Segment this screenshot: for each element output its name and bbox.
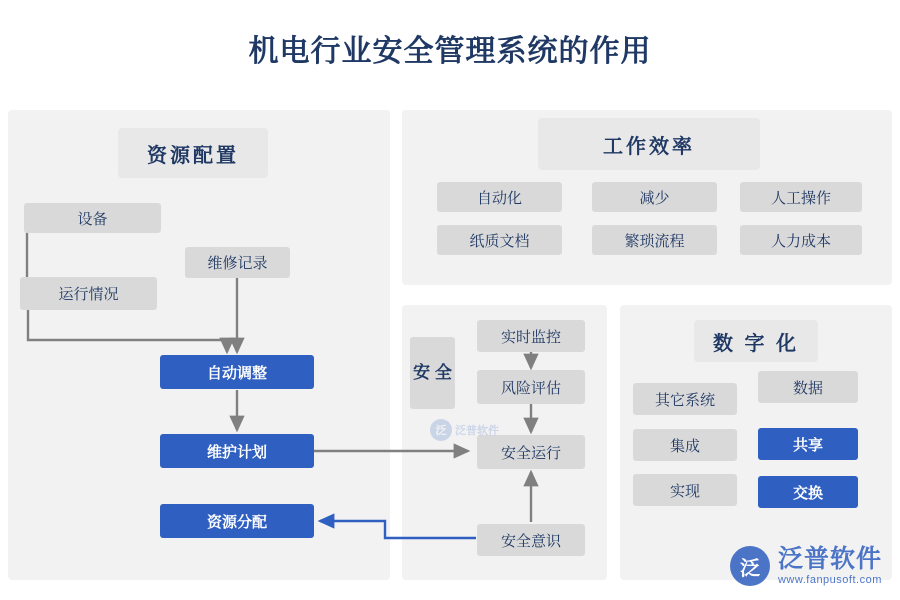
box-efficiency-0: 自动化 xyxy=(437,182,562,212)
brand-name: 泛普软件 xyxy=(777,545,882,574)
section-title-resource: 资源配置 xyxy=(118,128,268,178)
section-title-safety-text: 安 全 xyxy=(413,363,452,383)
box-auto-adjust: 自动调整 xyxy=(160,355,314,389)
box-safety-awareness: 安全意识 xyxy=(477,524,585,556)
box-realize: 实现 xyxy=(633,474,737,506)
watermark-logo-icon: 泛 xyxy=(430,419,452,441)
box-risk-assessment: 风险评估 xyxy=(477,370,585,404)
box-resource-allocation: 资源分配 xyxy=(160,504,314,538)
box-efficiency-4: 繁琐流程 xyxy=(592,225,717,255)
box-realtime-monitor: 实时监控 xyxy=(477,320,585,352)
box-equipment: 设备 xyxy=(24,203,161,233)
brand-url: www.fanpusoft.com xyxy=(777,573,882,586)
section-title-efficiency: 工作效率 xyxy=(538,118,760,170)
box-maintenance-plan: 维护计划 xyxy=(160,434,314,468)
box-efficiency-5: 人力成本 xyxy=(740,225,862,255)
box-exchange: 交换 xyxy=(758,476,858,508)
box-efficiency-3: 纸质文档 xyxy=(437,225,562,255)
box-other-systems: 其它系统 xyxy=(633,383,737,415)
page-title: 机电行业安全管理系统的作用 xyxy=(248,35,652,68)
box-running-status: 运行情况 xyxy=(20,277,157,310)
brand-logo-icon: 泛 xyxy=(730,546,770,586)
section-title-digital: 数 字 化 xyxy=(694,320,818,362)
box-data: 数据 xyxy=(758,371,858,403)
section-title-safety xyxy=(410,337,455,409)
box-efficiency-2: 人工操作 xyxy=(740,182,862,212)
watermark-center xyxy=(430,410,520,450)
watermark-center-text: 泛普软件 xyxy=(455,425,499,437)
brand-watermark xyxy=(730,546,882,586)
box-share: 共享 xyxy=(758,428,858,460)
box-safe-operation: 安全运行 xyxy=(477,435,585,469)
box-maintenance-record: 维修记录 xyxy=(185,247,290,278)
box-integration: 集成 xyxy=(633,429,737,461)
box-efficiency-1: 减少 xyxy=(592,182,717,212)
